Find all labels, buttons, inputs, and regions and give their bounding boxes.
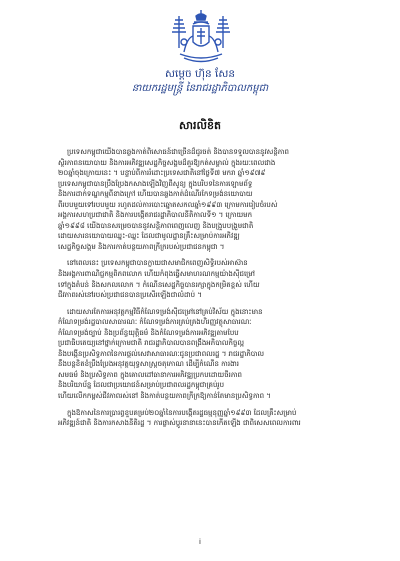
text-line: នៅពេលនេះ ប្រទេសកម្ពុជាបានក្លាយជាសមាជិកពេញសិទ្ធិរបស់អាស៊ាន [67, 259, 248, 268]
text-line: កំណែទម្រង់រដ្ឋបាលសាធារណៈ កំណែទម្រង់ការគ្រប់គ្រងហិរញ្ញវត្ថុសាធារណៈ [58, 318, 252, 327]
text-line: កំណែទម្រង់ច្បាប់ និងប្រព័ន្ធយុត្តិធម៌ និងកំណែទម្រង់ការអភិវឌ្ឍតាមបែប [58, 328, 239, 337]
text-line: និងការដាក់ទណ្ឌកម្មពីខាងក្រៅ ហើយបានឆ្លងកាត់ដំណើរកែទម្រង់នយោបាយ [58, 190, 253, 199]
document-body [58, 147, 346, 435]
text-line: អភិវឌ្ឍន៍ជាតិ និងការកសាងនីតិរដ្ឋ ។ ការផ្លាស់ប្ដូរនានានេះបានកើតឡើង ជាពិសេសពេលការពារ [58, 419, 301, 428]
paragraph [58, 307, 346, 402]
header-name: សម្ដេច ហ៊ុន សែន [165, 68, 235, 80]
text-line: ស្ថិរភាពនយោបាយ និងការអភិវឌ្ឍសេដ្ឋកិច្ចសង្គមដ៏គួរឱ្យកត់សម្គាល់ ក្នុងរយៈពេលជាង [58, 158, 276, 167]
header-position: នាយករដ្ឋមន្ត្រី នៃរាជរដ្ឋាភិបាលកម្ពុជា [131, 83, 269, 94]
paragraph [58, 258, 346, 300]
text-line: នឹងបន្តខិតខំប្រឹងប្រែងអនុវត្តយុទ្ធសាស្ត្រចតុកោណ ដើម្បីកំណើន ការងារ [58, 360, 239, 369]
text-line: ទៅក្នុងតំបន់ និងសកលលោក ។ កំណើនសេដ្ឋកិច្ចបានរក្សាក្នុងកម្រិតខ្ពស់ ហើយ [58, 280, 260, 289]
text-line: និងបង្កើនប្រសិទ្ធភាពនៃការផ្ដល់សេវាសាធារណៈជូនប្រជាពលរដ្ឋ ។ រាជរដ្ឋាភិបាល [58, 349, 265, 358]
document-title: សារលិខិត [179, 119, 221, 132]
text-line: សមធម៌ និងប្រសិទ្ធភាព ក្នុងគោលដៅធានាការអភិវឌ្ឍប្រកបដោយចីរភាព [58, 370, 242, 379]
text-line: ដោយសារតែការអនុវត្តកម្មវិធីកំណែទម្រង់ស៊ីជម្រៅនៅគ្រប់វិស័យ ក្នុងនោះមាន [67, 307, 263, 316]
text-line: និងអង្គការពាណិជ្ជកម្មពិភពលោក ហើយកំពុងធ្វើសមាហរណកម្មយ៉ាងស៊ីជម្រៅ [58, 270, 255, 279]
text-line: និងបរិយាប័ន្ន ដែលជាប្រយោជន៍សម្រាប់ប្រជាពលរដ្ឋកម្ពុជាគ្រប់រូប [58, 381, 225, 390]
text-line: ក្នុងឱកាសនៃការប្រារព្ធខួបគម្រប់២០ឆ្នាំនៃការបង្កើតរដ្ឋធម្មនុញ្ញឆ្នាំ១៩៩៣ ដែលគ្រឹះសម្រាប់ [67, 408, 297, 417]
page-number: i [199, 538, 201, 546]
text-line: ពីរបបមួយទៅរបបមួយ រហូតដល់ការបោះឆ្នោតសកលឆ្នាំ១៩៩៣ ក្រោមការរៀបចំរបស់ [58, 200, 278, 209]
text-line: ហើយលើកកម្ពស់ជីវភាពរស់នៅ និងកាត់បន្ថយភាពក្រីក្រឱ្យកាន់តែមានប្រសិទ្ធភាព ។ [58, 392, 271, 401]
text-line: ដោយសារនយោបាយឈ្នះ-ឈ្នះ ដែលជាមូលដ្ឋានគ្រឹះសម្រាប់ការអភិវឌ្ឍ [58, 232, 240, 241]
text-line: អង្គការសហប្រជាជាតិ និងការបង្កើតរាជរដ្ឋាភិបាលនីតិកាលទី១ ។ ក្រោយមក [58, 211, 253, 220]
paragraph [58, 408, 346, 429]
text-line: ប្រទេសកម្ពុជាបានប្រឹងប្រែងកសាងឡើងវិញពីសូន្យ ក្នុងបរិបទនៃការឡោមព័ទ្ធ [58, 179, 253, 188]
text-line: ប្រជាធិបតេយ្យនៅថ្នាក់ក្រោមជាតិ រាជរដ្ឋាភិបាលបានពង្រឹងអភិបាលកិច្ចល្អ [58, 339, 245, 348]
text-line: សេដ្ឋកិច្ចសង្គម និងការកាត់បន្ថយភាពក្រីក្ររបស់ប្រជាជនកម្ពុជា ។ [58, 242, 225, 251]
paragraph [58, 147, 346, 252]
royal-arms-of-cambodia-icon [170, 8, 232, 66]
text-line: ប្រទេសកម្ពុជាយើងបានឆ្លងកាត់ពិសោធន៍ជាច្រើនដ៏ជូរចត់ និងបានទទួលបាននូវសន្តិភាព [67, 148, 289, 156]
text-line: ជីវភាពរស់នៅរបស់ប្រជាជនបានប្រសើរឡើងជាលំដាប់ ។ [58, 291, 202, 300]
text-line: ២០ឆ្នាំចុងក្រោយនេះ ។ បន្ទាប់ពីការរំដោះប្រទេសជាតិនៅថ្ងៃទី៧ មករា ឆ្នាំ១៩៧៩ [58, 169, 266, 178]
text-line: ឆ្នាំ១៩៩៨ យើងបានសម្រេចបាននូវសន្តិភាពពេញលេញ និងបង្រួបបង្រួមជាតិ [58, 221, 254, 230]
